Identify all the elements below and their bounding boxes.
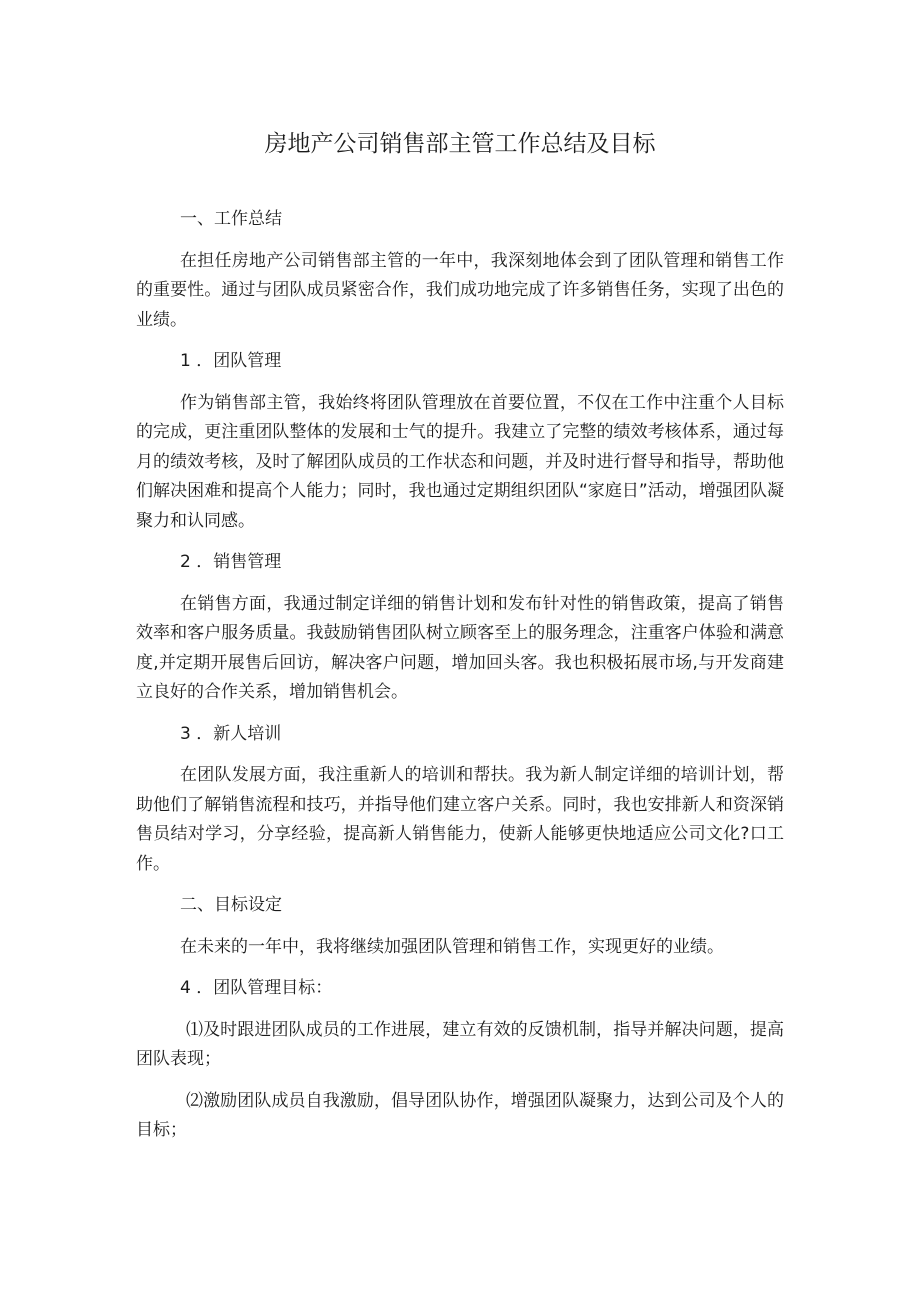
paragraph-summary-intro: 在担任房地产公司销售部主管的一年中，我深刻地体会到了团队管理和销售工作的重要性。通过与团队成员紧密合作，我们成功地完成了许多销售任务，实现了出色的业绩。 xyxy=(136,250,784,330)
section-heading-work-summary: 一、工作总结 xyxy=(180,209,282,229)
subheading-team-goals: 4 ．团队管理目标： xyxy=(180,978,333,998)
subheading-new-hire-training: 3 ．新人培训 xyxy=(180,723,282,744)
paragraph-sales-management: 在销售方面，我通过制定详细的销售计划和发布针对性的销售政策，提高了销售效率和客户服务质量。我鼓励销售团队树立顾客至上的服务理念，注重客户体验和满意度,并定期开展售后回访，解决客户问题，增加回头客。我也积极拓展市场,与开发商建立良好的合作关系，增加销售机会。 xyxy=(136,593,784,702)
section-heading-goal-setting: 二、目标设定 xyxy=(180,895,282,915)
document-body xyxy=(136,205,784,1158)
goal-item-1: ⑴及时跟进团队成员的工作进展，建立有效的反馈机制，指导并解决问题，提高团队表现； xyxy=(136,1019,784,1069)
paragraph-team-management: 作为销售部主管，我始终将团队管理放在首要位置，不仅在工作中注重个人目标的完成，更注重团队整体的发展和士气的提升。我建立了完整的绩效考核体系，通过每月的绩效考核，及时了解团队成员的工作状态和问题，并及时进行督导和指导，帮助他们解决困难和提高个人能力；同时，我也通过定期组织团队“家庭日”活动，增强团队凝聚力和认同感。 xyxy=(136,392,784,531)
paragraph-new-hire-training: 在团队发展方面，我注重新人的培训和帮扶。我为新人制定详细的培训计划，帮助他们了解销售流程和技巧，并指导他们建立客户关系。同时，我也安排新人和资深销售员结对学习，分享经验，提高新人销售能力，使新人能够更快地适应公司文化?口工作。 xyxy=(136,765,784,874)
document-title: 房地产公司销售部主管工作总结及目标 xyxy=(264,131,656,157)
paragraph-goal-intro: 在未来的一年中，我将继续加强团队管理和销售工作，实现更好的业绩。 xyxy=(180,936,724,957)
subheading-team-management: 1 ．团队管理 xyxy=(180,351,282,371)
goal-item-2: ⑵激励团队成员自我激励，倡导团队协作，增强团队凝聚力，达到公司及个人的目标； xyxy=(136,1090,784,1140)
subheading-sales-management: 2 ．销售管理 xyxy=(180,552,282,572)
